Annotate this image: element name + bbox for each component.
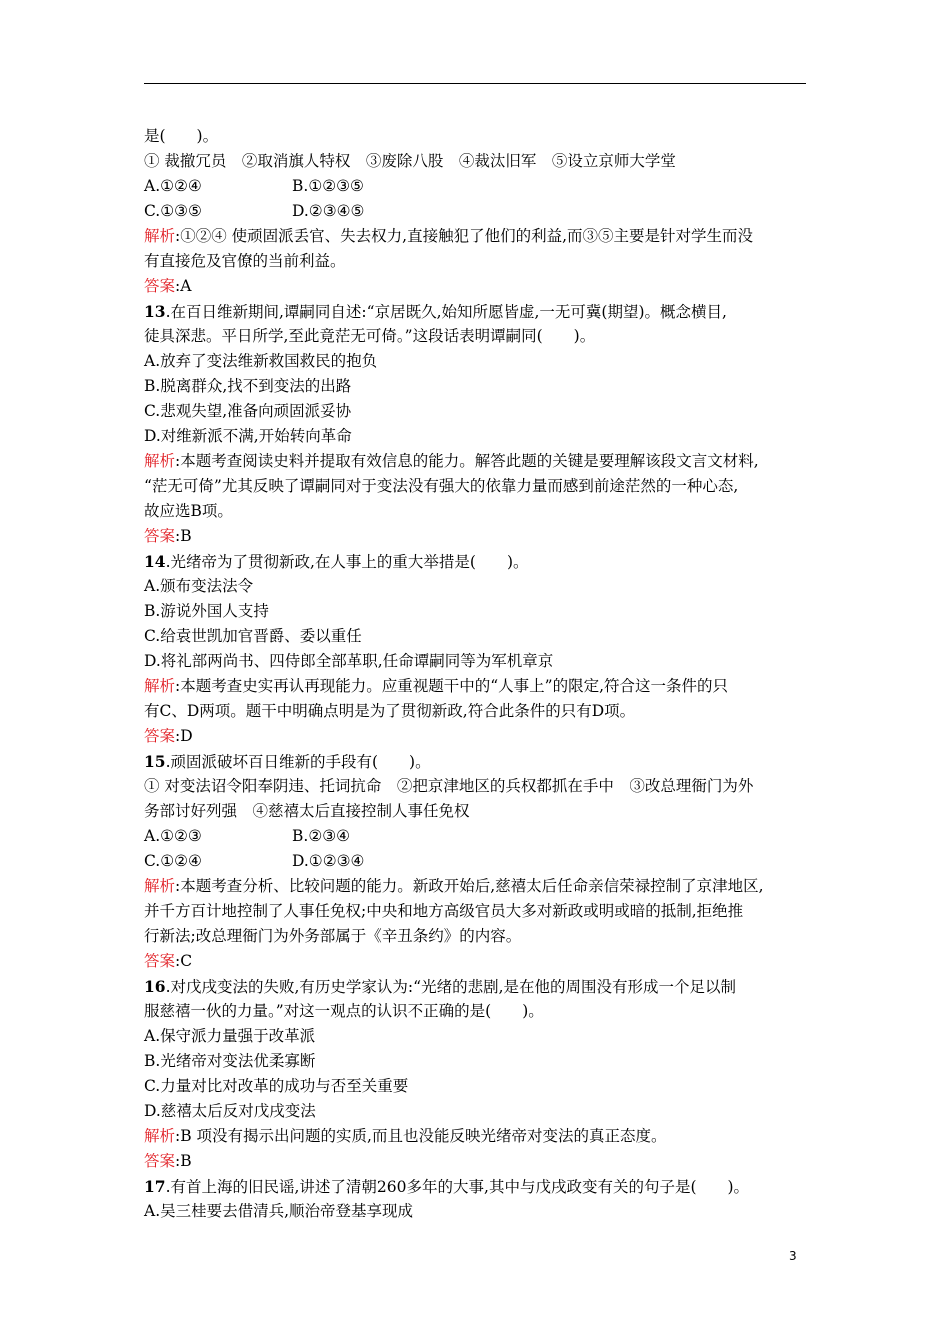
line-text: 并千方百计地控制了人事任免权;中央和地方高级官员大多对新政或明或暗的抵制,拒绝推	[144, 902, 744, 920]
line-text: 服慈禧一伙的力量。”对这一观点的认识不正确的是( )。	[144, 1002, 544, 1020]
analysis-label: 解析	[144, 677, 176, 695]
option-label: C.①③⑤	[144, 202, 202, 220]
question-line	[144, 549, 812, 574]
text-line	[144, 774, 812, 799]
text-line	[144, 699, 812, 724]
text-line	[144, 149, 812, 174]
text-line	[144, 899, 812, 924]
line-text: A.放弃了变法维新救国救民的抱负	[144, 352, 378, 370]
analysis-line	[144, 874, 812, 899]
line-text: 是( )。	[144, 127, 219, 145]
question-number: 14	[144, 552, 166, 571]
line-text: D.对维新派不满,开始转向革命	[144, 427, 352, 445]
text-line	[144, 374, 812, 399]
answer-text: :C	[175, 952, 193, 970]
analysis-text: :本题考查阅读史料并提取有效信息的能力。解答此题的关键是要理解该段文言文材料,	[175, 452, 759, 470]
question-text: .顽固派破坏百日维新的手段有( )。	[165, 753, 431, 771]
answer-label: 答案	[144, 1152, 176, 1170]
line-text: 故应选B项。	[144, 502, 233, 520]
answer-line	[144, 524, 812, 549]
line-text: 徒具深悲。平日所学,至此竟茫无可倚。”这段话表明谭嗣同( )。	[144, 327, 596, 345]
text-line	[144, 399, 812, 424]
option-label: A.①②③	[144, 827, 202, 845]
text-line	[144, 1074, 812, 1099]
page-number: 3	[789, 1249, 797, 1263]
question-number: 16	[144, 977, 166, 996]
text-line	[144, 574, 812, 599]
text-line	[144, 499, 812, 524]
answer-line	[144, 274, 812, 299]
line-text: C.力量对比对改革的成功与否至关重要	[144, 1077, 409, 1095]
question-number: 15	[144, 752, 166, 771]
line-text: B.光绪帝对变法优柔寡断	[144, 1052, 316, 1070]
option-row	[144, 174, 812, 199]
line-text: “茫无可倚”尤其反映了谭嗣同对于变法没有强大的依靠力量而感到前途茫然的一种心态,	[144, 477, 739, 495]
question-text: .在百日维新期间,谭嗣同自述:“京居既久,始知所愿皆虚,一无可冀(期望)。概念横目,	[165, 303, 727, 321]
text-line	[144, 1049, 812, 1074]
analysis-line	[144, 674, 812, 699]
text-line	[144, 649, 812, 674]
line-text: ① 裁撤冗员 ②取消旗人特权 ③废除八股 ④裁汰旧军 ⑤设立京师大学堂	[144, 152, 676, 170]
analysis-text: :本题考查史实再认再现能力。应重视题干中的“人事上”的限定,符合这一条件的只	[175, 677, 729, 695]
text-line	[144, 1024, 812, 1049]
line-text: ① 对变法诏令阳奉阴违、托词抗命 ②把京津地区的兵权都抓在手中 ③改总理衙门为外	[144, 777, 754, 795]
answer-label: 答案	[144, 527, 176, 545]
line-text: 有直接危及官僚的当前利益。	[144, 252, 346, 270]
text-line	[144, 249, 812, 274]
analysis-line	[144, 449, 812, 474]
answer-text: :A	[175, 277, 192, 295]
option-row	[144, 824, 812, 849]
analysis-label: 解析	[144, 1127, 176, 1145]
question-line	[144, 1174, 812, 1199]
text-line	[144, 1199, 812, 1224]
text-line	[144, 474, 812, 499]
text-line	[144, 999, 812, 1024]
analysis-text: :①②④ 使顽固派丢官、失去权力,直接触犯了他们的利益,而③⑤主要是针对学生而没	[175, 227, 754, 245]
answer-label: 答案	[144, 727, 176, 745]
line-text: A.颁布变法法令	[144, 577, 254, 595]
analysis-line	[144, 224, 812, 249]
line-text: 有C、D两项。题干中明确点明是为了贯彻新政,符合此条件的只有D项。	[144, 702, 636, 720]
text-line	[144, 349, 812, 374]
question-text: .对戊戌变法的失败,有历史学家认为:“光绪的悲剧,是在他的周围没有形成一个足以制	[165, 978, 737, 996]
analysis-label: 解析	[144, 227, 176, 245]
analysis-label: 解析	[144, 877, 176, 895]
line-text: B.脱离群众,找不到变法的出路	[144, 377, 352, 395]
text-line	[144, 624, 812, 649]
option-label: B.②③④	[292, 827, 351, 845]
line-text: D.慈禧太后反对戊戌变法	[144, 1102, 316, 1120]
line-text: 行新法;改总理衙门为外务部属于《辛丑条约》的内容。	[144, 927, 522, 945]
answer-text: :B	[175, 1152, 192, 1170]
answer-label: 答案	[144, 952, 176, 970]
line-text: A.保守派力量强于改革派	[144, 1027, 316, 1045]
answer-text: :D	[175, 727, 193, 745]
question-line	[144, 749, 812, 774]
analysis-text: :B 项没有揭示出问题的实质,而且也没能反映光绪帝对变法的真正态度。	[175, 1127, 667, 1145]
line-text: 务部讨好列强 ④慈禧太后直接控制人事任免权	[144, 802, 470, 820]
text-line	[144, 799, 812, 824]
text-line	[144, 424, 812, 449]
answer-line	[144, 1149, 812, 1174]
option-label: D.①②③④	[292, 852, 365, 870]
option-row	[144, 849, 812, 874]
question-number: 13	[144, 302, 166, 321]
question-line	[144, 974, 812, 999]
question-number: 17	[144, 1177, 166, 1196]
document-body	[144, 124, 812, 1224]
line-text: C.悲观失望,准备向顽固派妥协	[144, 402, 352, 420]
text-line	[144, 324, 812, 349]
option-label: C.①②④	[144, 852, 202, 870]
line-text: D.将礼部两尚书、四侍郎全部革职,任命谭嗣同等为军机章京	[144, 652, 554, 670]
text-line	[144, 924, 812, 949]
answer-line	[144, 949, 812, 974]
line-text: A.吴三桂要去借清兵,顺治帝登基享现成	[144, 1202, 414, 1220]
answer-line	[144, 724, 812, 749]
option-label: B.①②③⑤	[292, 177, 364, 195]
question-text: .光绪帝为了贯彻新政,在人事上的重大举措是( )。	[165, 553, 529, 571]
option-label: D.②③④⑤	[292, 202, 365, 220]
line-text: C.给袁世凯加官晋爵、委以重任	[144, 627, 362, 645]
answer-label: 答案	[144, 277, 176, 295]
text-line	[144, 124, 812, 149]
option-row	[144, 199, 812, 224]
analysis-line	[144, 1124, 812, 1149]
question-line	[144, 299, 812, 324]
option-label: A.①②④	[144, 177, 202, 195]
analysis-label: 解析	[144, 452, 176, 470]
text-line	[144, 1099, 812, 1124]
answer-text: :B	[175, 527, 192, 545]
analysis-text: :本题考查分析、比较问题的能力。新政开始后,慈禧太后任命亲信荣禄控制了京津地区,	[175, 877, 764, 895]
header-rule	[144, 83, 806, 84]
text-line	[144, 599, 812, 624]
question-text: .有首上海的旧民谣,讲述了清朝260多年的大事,其中与戊戌政变有关的句子是( )。	[165, 1178, 750, 1196]
line-text: B.游说外国人支持	[144, 602, 269, 620]
